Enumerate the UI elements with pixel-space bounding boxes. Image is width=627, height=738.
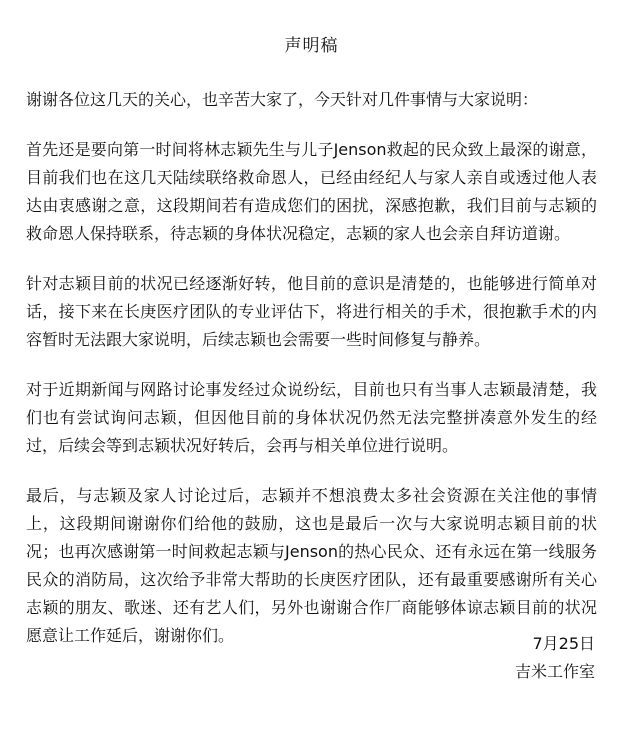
signature-block (515, 630, 595, 686)
paragraph-thanks-rescuers: 首先还是要向第一时间将林志颖先生与儿子Jenson救起的民众致上最深的谢意，目前我们也在这几天陆续联络救命恩人，已经由经纪人与家人亲自或透过他人表达由衷感谢之意，这段期间若有造成您们的困扰，深感抱歉，我们目前与志颖的救命恩人保持联系，待志颖的身体状况稳定，志颖的家人也会亲自拜访道谢。 (26, 140, 597, 243)
paragraph-condition: 针对志颖目前的状况已经逐渐好转，他目前的意识是清楚的，也能够进行简单对话，接下来在长庚医疗团队的专业评估下，将进行相关的手术，很抱歉手术的内容暂时无法跟大家说明，后续志颖也会需要一些时间修复与静养。 (26, 274, 597, 349)
document-title: 声明稿 (284, 36, 339, 56)
signature-date: 7月25日 (532, 634, 595, 653)
signature-author: 吉米工作室 (514, 662, 595, 681)
paragraph-incident: 对于近期新闻与网路讨论事发经过众说纷纭，目前也只有当事人志颖最清楚，我们也有尝试询问志颖，但因他目前的身体状况仍然无法完整拼凑意外发生的经过，后续会等到志颖状况好转后，会再与相关单位进行说明。 (26, 380, 597, 455)
paragraph-closing: 最后，与志颖及家人讨论过后，志颖并不想浪费太多社会资源在关注他的事情上，这段期间谢谢你们给他的鼓励，这也是最后一次与大家说明志颖目前的状况；也再次感谢第一时间救起志颖与Jenson的热心民众、还有永远在第一线服务民众的消防局，这次给予非常大帮助的长庚医疗团队，还有最重要感谢所有关心志颖的朋友、歌迷、还有艺人们，另外也谢谢合作厂商能够体谅志颖目前的状况愿意让工作延后，谢谢你们。 (26, 486, 597, 645)
paragraph-greeting: 谢谢各位这几天的关心，也辛苦大家了，今天针对几件事情与大家说明： (26, 90, 539, 109)
